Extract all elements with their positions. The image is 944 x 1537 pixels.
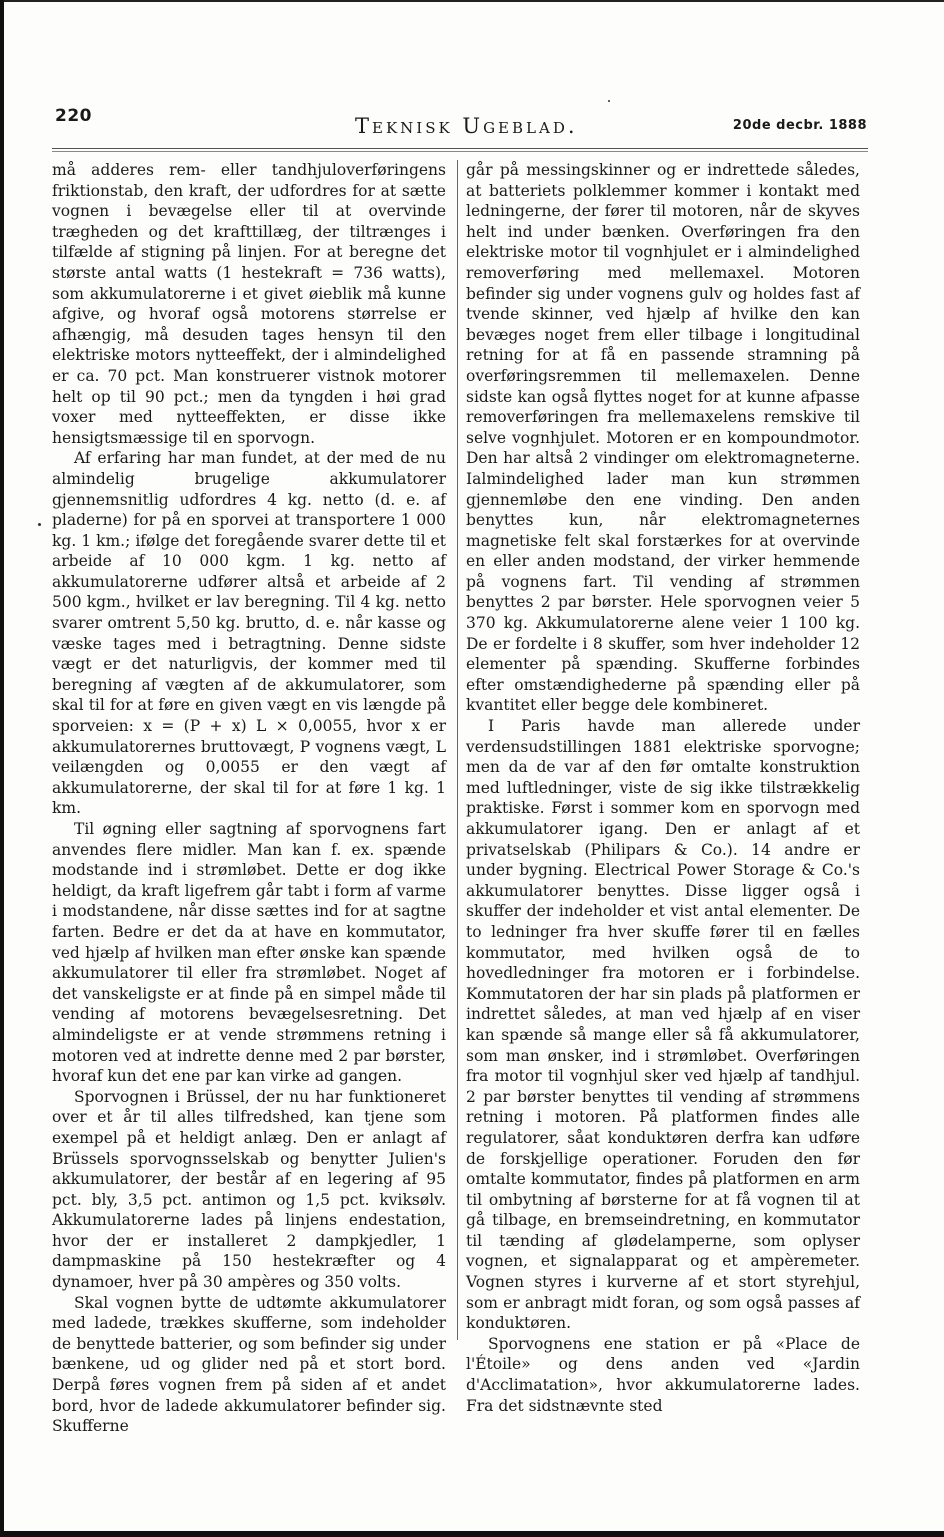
left-paragraph-1: må adderes rem- eller tandhjuloverføringens friktionstab, den kraft, der udfordres for at sætte vognen i bevægelse eller til at overvinde trægheden og det krafttillæg, der tiltrænges i tilfælde af stigning på linjen. For at beregne det største antal watts (1 hestekraft = 736 watts), som akkumulatorerne i et givet øieblik må kunne afgive, og hvoraf også motorens størrelse er afhængig, må desuden tages hensyn til den elektriske motors nytteeffekt, der i almindelighed er ca. 70 pct. Man konstruerer vistnok motorer helt op til 90 pct.; men da tyngden i høi grad voxer med nytteeffekten, er disse ikke hensigtsmæssige til en sporvogn. bbox=[52, 161, 446, 447]
issue-date: 20de decbr. 1888 bbox=[732, 118, 867, 133]
column-divider bbox=[457, 160, 458, 1340]
journal-title: Teknisk Ugeblad. bbox=[355, 114, 578, 138]
right-column bbox=[466, 160, 860, 1416]
scan-left-border bbox=[0, 0, 4, 1537]
scan-top-border bbox=[0, 0, 944, 2]
left-paragraph-4: Sporvognen i Brüssel, der nu har funktioneret over et år til alles tilfredshed, kan tjene som exempel på et heldigt anlæg. Den er anlagt af Brüssels sporvognsselskab og benytter Julien's akkumulatorer, der består af en legering af 95 pct. bly, 3,5 pct. antimon og 1,5 pct. kviksølv. Akkumulatorerne lades på linjens endestation, hvor der er installeret 2 dampkjedler, 1 dampmaskine på 150 hestekræfter og 4 dynamoer, hver på 30 ampères og 350 volts. bbox=[52, 1087, 446, 1292]
scan-speck bbox=[608, 100, 610, 102]
right-paragraph-1: går på messingskinner og er indrettede således, at batteriets polklemmer kommer i kontakt med ledningerne, der fører til motoren, når de skyves helt ind under bænken. Overføringen fra den elektriske motor til vognhjulet er i almindelighed removerføring med mellemaxel. Motoren befinder sig under vognens gulv og holdes fast af tvende skinner, ved hjælp af hvilke den kan bevæges noget frem eller tilbage i longitudinal retning for at få en passende stramning på overføringsremmen til mellemaxelen. Denne sidste kan også flyttes noget for at kunne afpasse removerføringen fra mellemaxelens remskive til selve vognhjulet. Motoren er en kompoundmotor. Den har altså 2 vindinger om elektromagneterne. Ialmindelighed lader man kun strømmen gjennemløbe den ene vinding. Den anden benyttes kun, når elektromagneternes magnetiske felt skal forstærkes for at overvinde en eller anden modstand, der virker hemmende på vognens fart. Til vending af strømmen benyttes 2 par børster. Hele sporvognen veier 5 370 kg. Akkumulatorerne alene veier 1 100 kg. De er fordelte i 8 skuffer, som hver indeholder 12 elementer på spænding. Skufferne forbindes efter omstændighederne på spænding eller på kvantitet eller begge dele kombineret. bbox=[466, 161, 860, 715]
header-rule-double bbox=[52, 151, 868, 152]
page-number: 220 bbox=[55, 106, 92, 126]
right-paragraph-2: I Paris havde man allerede under verdensudstillingen 1881 elektriske sporvogne; men da de var af den før omtalte konstruktion med luftledninger, viste de sig ikke tilstrækkelig praktiske. Først i sommer kom en sporvogn med akkumulatorer igang. Den er anlagt af et privatselskab (Philipars & Co.). 14 andre er under bygning. Electrical Power Storage & Co.'s akkumulatorer benyttes. Disse ligger også i skuffer der indeholder et vist antal elementer. De to ledninger fra hver skuffe fører til en fælles kommutator, med hvilken også de to hovedledninger fra motoren er i forbindelse. Kommutatoren der har sin plads på platformen er indrettet således, at man ved hjælp af en viser kan spænde så mange eller så få akkumulatorer, som man ønsker, ind i strømløbet. Overføringen fra motor til vognhjul sker ved hjælp af tandhjul. 2 par børster benyttes til vending af strømmens retning i motoren. På platformen findes alle regulatorer, såat konduktøren derfra kan udføre de forskjellige operationer. Foruden den før omtalte kommutator, findes på platformen en arm til ombytning af børsterne for at få vognen til at gå tilbage, en bremseindretning, en kommutator til tænding af glødelamperne, som oplyser vognen, et signalapparat og et ampèremeter. Vognen styres i kurverne af et stort styrehjul, som er anbragt midt foran, og som også passes af konduktøren. bbox=[466, 717, 860, 1333]
left-paragraph-5: Skal vognen bytte de udtømte akkumulatorer med ladede, trækkes skufferne, som indeholder de benyttede batterier, og som befinder sig under bænkene, ud og glider ned på et stort bord. Derpå føres vognen frem på siden af et andet bord, hvor de ladede akkumulatorer befinder sig. Skufferne bbox=[52, 1293, 446, 1436]
right-paragraph-3: Sporvognens ene station er på «Place de l'Étoile» og dens anden ved «Jardin d'Acclimatation», hvor akkumulatorerne lades. Fra det sidstnævnte sted bbox=[466, 1334, 860, 1415]
page-header bbox=[55, 106, 867, 140]
left-column bbox=[52, 160, 446, 1437]
scan-speck bbox=[38, 523, 41, 526]
left-paragraph-2: Af erfaring har man fundet, at der med de nu almindelig brugelige akkumulatorer gjennemsnitlig udfordres 4 kg. netto (d. e. af pladerne) for på en sporvei at transportere 1 000 kg. 1 km.; ifølge det foregående svarer dette til et arbeide af 10 000 kgm. 1 kg. netto af akkumulatorerne udfører altså et arbeide af 2 500 kgm., hvilket er lav beregning. Til 4 kg. netto svarer omtrent 5,50 kg. brutto, d. e. når kasse og væske tages med i betragtning. Denne sidste vægt er det naturligvis, der kommer med til beregning af vægten af de akkumulatorer, som skal til for at føre en given vægt en vis længde på sporveien: x = (P + x) L × 0,0055, hvor x er akkumulatorernes bruttovægt, P vognens vægt, L veilængden og 0,0055 er den vægt af akkumulatorerne, der skal til for at føre 1 kg. 1 km. bbox=[52, 449, 446, 818]
header-rule bbox=[52, 148, 868, 149]
left-paragraph-3: Til øgning eller sagtning af sporvognens fart anvendes flere midler. Man kan f. ex. spænde modstande ind i strømløbet. Dette er dog ikke heldigt, da kraft ligefrem går tabt i form af varme i modstandene, når disse sættes ind for at sagtne farten. Bedre er det da at have en kommutator, ved hjælp af hvilken man efter ønske kan spænde akkumulatorer til eller fra strømløbet. Noget af det vanskeligste er at finde på en simpel måde til vending af motorens bevægelsesretning. Det almindeligste er at vende strømmens retning i motoren ved at indrette denne med 2 par børster, hvoraf kun det ene par kan virke ad gangen. bbox=[52, 820, 446, 1086]
scan-bottom-border bbox=[0, 1531, 944, 1537]
